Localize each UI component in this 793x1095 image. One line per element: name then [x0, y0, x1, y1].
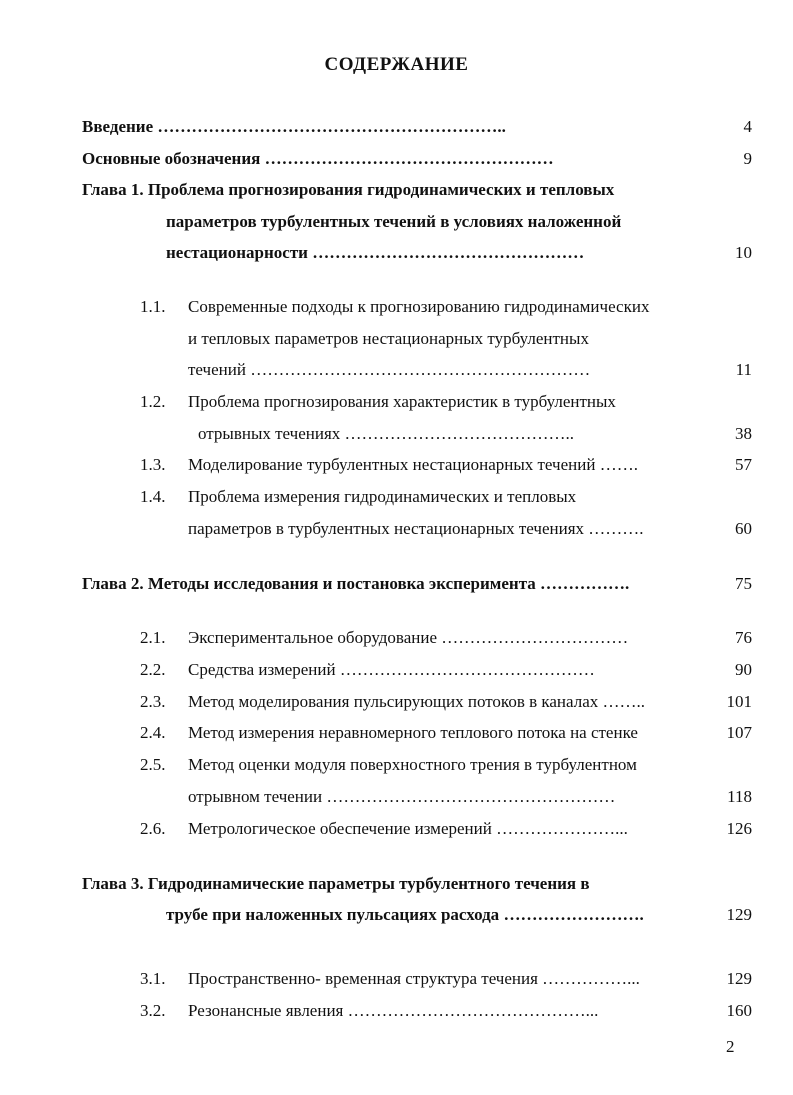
leader-dots: …………………………………………… [264, 149, 554, 168]
page-number: 76 [735, 628, 752, 647]
page-number: 129 [726, 905, 752, 924]
chapter-title-line: параметров турбулентных течений в условиях наложенной [166, 212, 622, 231]
entry-text: Основные обозначения [82, 149, 261, 168]
leader-dots: …………………... [496, 819, 628, 838]
footer-page-number: 2 [726, 1037, 735, 1056]
page-number: 57 [735, 455, 752, 474]
section-number: 1.3. [140, 455, 166, 474]
section-title-line: Средства измерений ……………………………………… [188, 660, 595, 679]
toc-entry-notation [82, 149, 554, 169]
leader-dots: ……………... [542, 969, 640, 988]
chapter-title-line: Проблема прогнозирования гидродинамических и тепловых [147, 180, 615, 199]
page-number: 4 [743, 117, 752, 136]
section-title-line: Экспериментальное оборудование …………………………… [188, 628, 629, 647]
section-number: 2.6. [140, 819, 166, 838]
page-number: 60 [735, 519, 752, 538]
leader-dots: ………………………………….. [344, 424, 575, 443]
page-number: 126 [726, 819, 752, 838]
leader-dots: ……. [599, 455, 638, 474]
section-title-line: Метод моделирования пульсирующих потоков в каналах …….. [188, 692, 645, 711]
page-number: 38 [735, 424, 752, 443]
section-title-line: Моделирование турбулентных нестационарных течений ……. [188, 455, 638, 474]
chapter-title-line: трубе при наложенных пульсациях расхода ……………………. [166, 905, 644, 924]
section-title-line: отрывных течениях ………………………………….. [198, 424, 575, 443]
section-title-line: Проблема прогнозирования характеристик в турбулентных [188, 392, 616, 411]
section-number: 2.4. [140, 723, 166, 742]
leader-dots: ………………………………………… [312, 243, 585, 262]
section-title-line: Современные подходы к прогнозированию гидродинамических [188, 297, 650, 316]
page-number: 160 [726, 1001, 752, 1020]
section-number: 2.5. [140, 755, 166, 774]
section-title-line: Проблема измерения гидродинамических и тепловых [188, 487, 577, 506]
section-title-line: Метод оценки модуля поверхностного трения в турбулентном [188, 755, 637, 774]
chapter-label: Глава 1. [82, 180, 144, 199]
section-number: 3.2. [140, 1001, 166, 1020]
section-number: 2.2. [140, 660, 166, 679]
leader-dots: …………………………… [441, 628, 629, 647]
leader-dots: ……………………. [503, 905, 644, 924]
leader-dots: …….. [602, 692, 645, 711]
toc-entry-intro [82, 117, 506, 137]
page-number: 9 [743, 149, 752, 168]
leader-dots: …………………………………………………… [250, 360, 591, 379]
page-number: 75 [735, 574, 752, 593]
chapter-title-line: Гидродинамические параметры турбулентного течения в [147, 874, 590, 893]
section-number: 2.1. [140, 628, 166, 647]
section-title-line: Пространственно- временная структура течения ……………... [188, 969, 640, 988]
section-number: 1.2. [140, 392, 166, 411]
chapter-2-heading [82, 574, 629, 594]
section-title-line: Метрологическое обеспечение измерений …………………... [188, 819, 628, 838]
section-number: 1.1. [140, 297, 166, 316]
entry-text: Введение [82, 117, 154, 136]
section-title-line: и тепловых параметров нестационарных турбулентных [188, 329, 589, 348]
page-number: 11 [735, 360, 752, 379]
page-number: 90 [735, 660, 752, 679]
page-number: 118 [727, 787, 752, 806]
chapter-title-line: Методы исследования и постановка эксперимента [147, 574, 536, 593]
leader-dots: ………. [588, 519, 644, 538]
leader-dots: …………………………………………………….. [157, 117, 506, 136]
section-number: 3.1. [140, 969, 166, 988]
page-number: 101 [726, 692, 752, 711]
section-title-line: Резонансные явления ……………………………………... [188, 1001, 599, 1020]
chapter-title-line: нестационарности ………………………………………… [166, 243, 585, 262]
section-title-line: Метод измерения неравномерного теплового потока на стенке [188, 723, 638, 742]
chapter-label: Глава 3. [82, 874, 144, 893]
chapter-label: Глава 2. [82, 574, 144, 593]
section-number: 2.3. [140, 692, 166, 711]
section-number: 1.4. [140, 487, 166, 506]
leader-dots: …………………………………………… [326, 787, 616, 806]
leader-dots: ……………………………………... [347, 1001, 599, 1020]
page-number: 107 [726, 723, 752, 742]
chapter-1-heading [82, 180, 614, 200]
page-number: 10 [735, 243, 752, 262]
leader-dots: ……………. [540, 574, 630, 593]
page-title: СОДЕРЖАНИЕ [324, 54, 469, 75]
section-title-line: параметров в турбулентных нестационарных течениях ………. [188, 519, 644, 538]
chapter-3-heading [82, 874, 590, 894]
page-number: 129 [726, 969, 752, 988]
leader-dots: ……………………………………… [339, 660, 595, 679]
section-title-line: течений …………………………………………………… [188, 360, 591, 379]
section-title-line: отрывном течении …………………………………………… [188, 787, 616, 806]
